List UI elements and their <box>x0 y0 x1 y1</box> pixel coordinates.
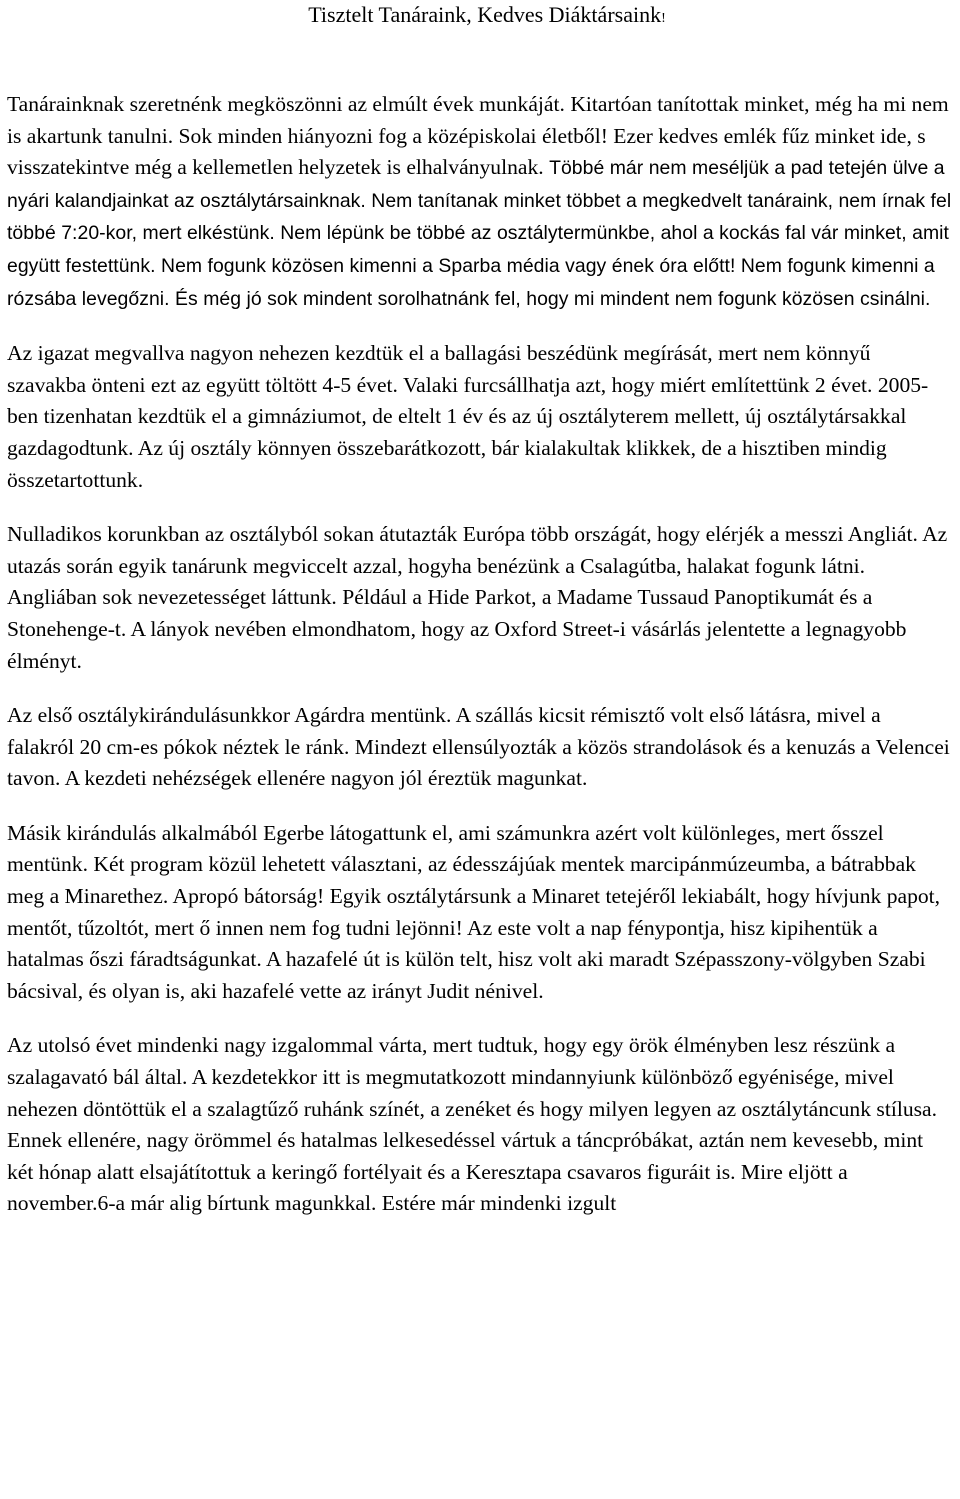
title-text: Tisztelt Tanáraink, Kedves Diáktársaink <box>308 2 662 27</box>
paragraph-run: Az igazat megvallva nagyon nehezen kezdtük el a ballagási beszédünk megírását, mert nem könnyű szavakba önteni ezt az együtt töltött 4-5 évet. Valaki furcsállhatja azt, hogy miért említettünk 2 évet. 2005-ben tizenhatan kezdtük el a gimnáziumot, de eltelt 1 év és az új osztályterem mellett, új osztálytársakkal gazdagodtunk. Az új osztály könnyen összebarátkozott, bár kialakultak klikkek, de a hisztiben mindig összetartottunk. <box>7 341 929 492</box>
paragraph-agard-trip <box>7 700 953 795</box>
paragraph-run: Tanárainknak szeretnénk megköszönni az elmúlt évek munkáját. Kitartóan tanítottak minket, még ha mi nem is akartunk tanulni. Sok minden hiányozni fog a középiskolai életből! Ezer kedves emlék fűz minket ide, s visszatekintve még a kellemetlen helyzetek is elhalványulnak. <box>7 92 949 180</box>
title-exclamation: ! <box>661 11 666 26</box>
paragraph-run: Nulladikos korunkban az osztályból sokan átutazták Európa több országát, hogy elérjék a messzi Angliát. Az utazás során egyik tanárunk megviccelt azzal, hogyha benézünk a Csalagútba, halakat fogunk látni. Angliában sok nevezetességet láttunk. Például a Hide Parkot, a Madame Tussaud Panoptikumát és a Stonehenge-t. A lányok nevében elmondhatom, hogy az Oxford Street-i vásárlás jelentette a legnagyobb élményt. <box>7 522 948 673</box>
paragraph-speech-writing <box>7 338 953 496</box>
title-spacer <box>7 29 953 89</box>
document-page <box>7 0 953 1243</box>
paragraph-england-trip <box>7 519 953 677</box>
paragraph-run: Az utolsó évet mindenki nagy izgalommal várta, mert tudtuk, hogy egy örök élményben lesz részünk a szalagavató bál által. A kezdetekkor itt is megmutatkozott mindannyiunk különböző egyénisége, mivel nehezen döntöttük el a szalagtűző ruhánk színét, a zenéket és hogy milyen legyen az osztálytáncunk stílusa. Ennek ellenére, nagy örömmel és hatalmas lelkesedéssel vártuk a táncpróbákat, aztán nem kevesebb, mint két hónap alatt elsajátítottuk a keringő fortélyait és a Keresztapa csavaros figuráit is. Mire eljött a november.6-a már alig bírtunk magunkkal. Estére már mindenki izgult <box>7 1033 938 1216</box>
paragraph-eger-trip <box>7 818 953 1008</box>
document-title <box>7 0 953 29</box>
paragraph-ball <box>7 1030 953 1220</box>
paragraph-run: Az első osztálykirándulásunkkor Agárdra mentünk. A szállás kicsit rémisztő volt első látásra, mivel a falakról 20 cm-es pókok néztek le ránk. Mindezt ellensúlyozták a közös strandolások és a kenuzás a Velencei tavon. A kezdeti nehézségek ellenére nagyon jól éreztük magunkat. <box>7 703 950 791</box>
paragraph-run: Másik kirándulás alkalmából Egerbe látogattunk el, ami számunkra azért volt különleges, mert ősszel mentünk. Két program közül lehetett választani, az édesszájúak mentek marcipánmúzeumba, a bátrabbak meg a Minarethez. Apropó bátorság! Egyik osztálytársunk a Minaret tetejéről lekiabált, hogy hívjunk papot, mentőt, tűzoltót, mert ő innen nem fog tudni lejönni! Az este volt a nap fénypontja, hisz kipihentük a hatalmas őszi fáradtságunkat. A hazafelé út is külön telt, hisz volt aki maradt Szépasszony-völgyben Szabi bácsival, és olyan is, aki hazafelé vette az irányt Judit nénivel. <box>7 820 941 1003</box>
paragraph-teachers <box>7 89 953 315</box>
paragraph-run-sans: Többé már nem meséljük a pad tetején ülve a nyári kalandjainkat az osztálytársainknak. Nem tanítanak minket többet a megkedvelt tanáraink, nem írnak fel többé 7:20-kor, mert elkéstünk. Nem lépünk be többé az osztálytermünkbe, ahol a kockás fal vár minket, amit együtt festettünk. Nem fogunk közösen kimenni a Sparba média vagy ének óra előtt! Nem fogunk kimenni a rózsába levegőzni. És még jó sok mindent sorolhatnánk fel, hogy mi mindent nem fogunk közösen csinálni. <box>7 157 952 310</box>
